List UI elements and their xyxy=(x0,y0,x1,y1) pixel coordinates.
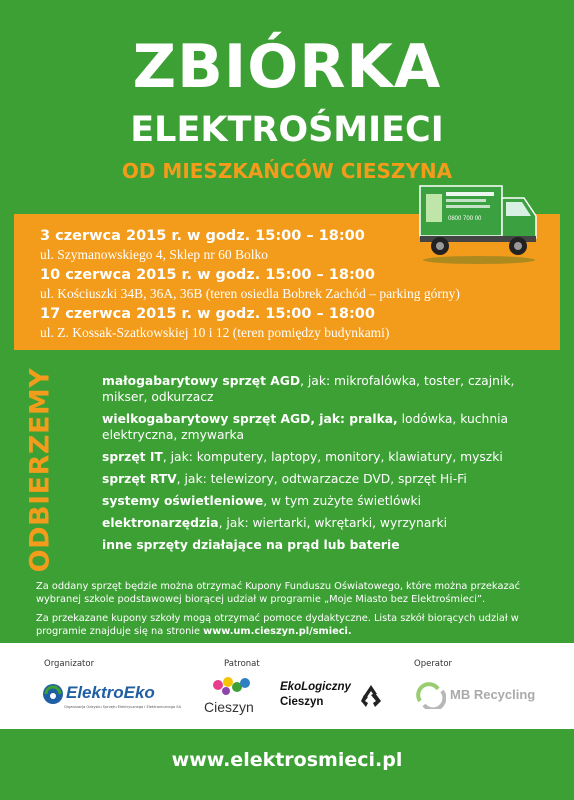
side-label-text: ODBIERZEMY xyxy=(24,367,56,573)
item-bold: małogabarytowy sprzęt AGD xyxy=(102,374,301,388)
truck-phone: 0800 700 00 xyxy=(448,216,482,222)
info-text: Za przekazane kupony szkoły mogą otrzymać pomoce dydaktyczne. Lista szkół biorących udział w programie znajduje się na stronie xyxy=(36,613,519,637)
ekologiczny-line2: Cieszyn xyxy=(280,696,324,708)
item-bold: sprzęt IT xyxy=(102,450,163,464)
mb-recycling-logo-icon xyxy=(416,681,446,709)
mb-recycling-name: MB Recycling xyxy=(450,687,536,702)
info-link[interactable]: www.um.cieszyn.pl/smieci. xyxy=(203,626,352,637)
cieszyn-name: Cieszyn xyxy=(204,699,254,715)
garbage-truck-icon xyxy=(416,180,542,266)
patron-label: Patronat xyxy=(224,659,260,669)
list-item xyxy=(102,537,542,553)
event-2-date: 10 czerwca 2015 r. w godz. 15:00 – 18:00 xyxy=(40,267,375,283)
elektroeko-subtitle: Organizacja Odzysku Sprzętu Elektrycznego i Elektronicznego SA xyxy=(64,705,182,709)
elektroeko-logo xyxy=(42,683,182,713)
event-3-date: 17 czerwca 2015 r. w godz. 15:00 – 18:00 xyxy=(40,306,375,322)
recycle-icon xyxy=(358,683,384,709)
item-bold: inne sprzęty działające na prąd lub baterie xyxy=(102,538,400,552)
item-text: , w tym zużyte świetlówki xyxy=(263,494,422,508)
event-3-address: ul. Z. Kossak-Szatkowskiej 10 i 12 (teren pomiędzy budynkami) xyxy=(40,325,390,340)
cieszyn-flower-icon xyxy=(210,677,252,697)
title-line-2: ELEKTROŚMIECI xyxy=(130,110,444,150)
list-item xyxy=(102,515,542,531)
event-1-date: 3 czerwca 2015 r. w godz. 15:00 – 18:00 xyxy=(40,228,365,244)
operator-label: Operator xyxy=(414,659,453,669)
title-line-1: ZBIÓRKA xyxy=(132,32,442,102)
list-item xyxy=(102,373,542,405)
list-item xyxy=(102,493,542,509)
mb-recycling-logo xyxy=(416,681,546,711)
list-item xyxy=(102,449,542,465)
item-bold: wielkogabarytowy sprzęt AGD, jak: pralka, xyxy=(102,412,398,426)
ekologiczny-line1: EkoLogiczny xyxy=(280,681,351,693)
side-label xyxy=(22,367,58,573)
item-text: lodówka, kuchnia elektryczna, zmywarka xyxy=(102,412,509,442)
list-item xyxy=(102,411,542,443)
sponsors-bar xyxy=(0,643,574,729)
elektroeko-name: ElektroEko xyxy=(66,683,155,702)
item-bold: sprzęt RTV xyxy=(102,472,177,486)
event-2-address: ul. Kościuszki 34B, 36A, 36B (teren osiedla Bobrek Zachód – parking górny) xyxy=(40,286,460,301)
elektroeko-logo-icon xyxy=(42,683,64,705)
item-bold: systemy oświetleniowe xyxy=(102,494,264,508)
organizer-label: Organizator xyxy=(44,659,95,669)
items-list xyxy=(102,373,542,559)
info-paragraph-2 xyxy=(36,612,546,638)
cieszyn-logo xyxy=(204,677,264,721)
list-item xyxy=(102,471,542,487)
info-paragraph-1: Za oddany sprzęt będzie można otrzymać Kupony Funduszu Oświatowego, które można przekazać wybranej szkole podstawowej biorącej udział w programie „Moje Miasto bez Elektrośmieci”. xyxy=(36,581,520,605)
item-text: , jak: komputery, laptopy, monitory, klawiatury, myszki xyxy=(162,450,503,464)
item-text: , jak: telewizory, odtwarzacze DVD, sprzęt Hi-Fi xyxy=(176,472,467,486)
item-text: , jak: mikrofalówka, toster, czajnik, mikser, odkurzacz xyxy=(102,374,515,404)
footer-url[interactable]: www.elektrosmieci.pl xyxy=(171,749,403,771)
footer-bar xyxy=(0,729,574,800)
ekologiczny-logo xyxy=(280,681,390,717)
item-text: , jak: wiertarki, wkrętarki, wyrzynarki xyxy=(218,516,447,530)
item-bold: elektronarzędzia xyxy=(102,516,219,530)
subtitle: OD MIESZKAŃCÓW CIESZYNA xyxy=(121,159,453,183)
event-1-address: ul. Szymanowskiego 4, Sklep nr 60 Bolko xyxy=(40,247,268,262)
